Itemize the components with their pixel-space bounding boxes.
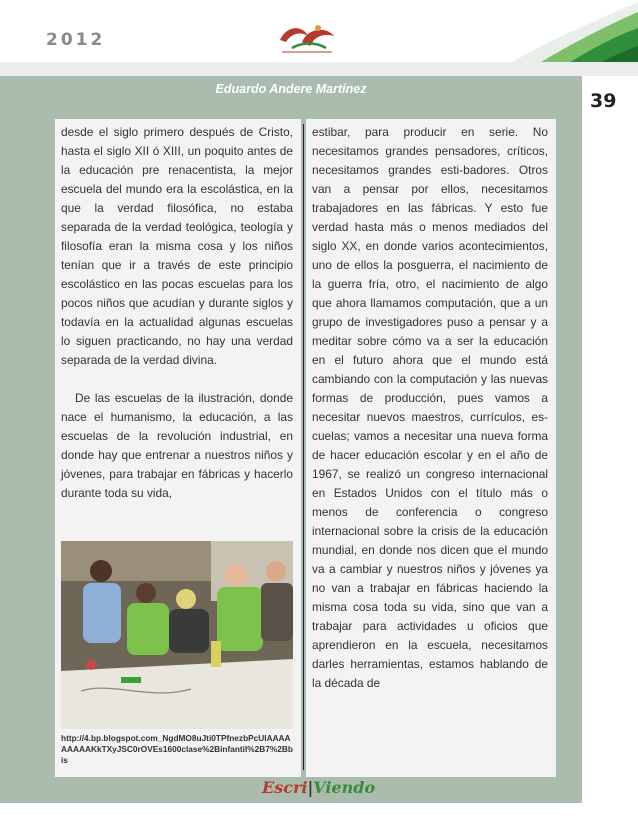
footer-logo-part: Escri bbox=[262, 778, 308, 797]
left-column-text bbox=[61, 123, 293, 503]
footer-logo bbox=[262, 778, 376, 802]
page-number: 39 bbox=[590, 90, 617, 112]
paragraph: desde el siglo primero después de Cristo, hasta el siglo XII ó XIII, un poquito antes de la educación pre renacentista, la mejor escuela del mundo era la escolástica, en la que la verdad filosófica, no estaba separada de la verdad teológica, teología y filosofía eran la misma cosa y los niños tenían que ir a través de este principio escolástico en las pocas escuelas para los pocos niños que acudían y durante siglos y todavía en la actualidad algunas escuelas lo siguen practicando, no hay una verdad separada de la verdad divina. bbox=[61, 125, 293, 367]
footer-band bbox=[0, 803, 638, 821]
photo-caption: http://4.bp.blogspot.com_NgdMO8uJti0TPfnezbPcUIAAAAAAAAAKkTXyJSC0rOVEs1600clase%2Binfantil%2B7%2Bbis bbox=[61, 733, 293, 765]
classroom-photo bbox=[61, 541, 293, 729]
author-name: Eduardo Andere Martínez bbox=[215, 82, 367, 96]
header-swoosh bbox=[438, 0, 638, 70]
paragraph: estibar, para producir en serie. No necesitamos grandes pensadores, críticos, necesitamos grandes esti-badores. Otros van a pensar por ellos, necesitamos trabajadores en las fábricas. Y esto fue verdad hasta más o menos mediados del siglo XX, en donde varios acontecimientos, uno de ellos la posguerra, el nacimiento de la guerra fría, otro, el nacimiento de algo que ahora llamamos computación, que a un grupo de investigadores puso a pensar y a meditar sobre cómo va a ser la educación en el futuro ahora que el mundo está cambiando con la computación y las nuevas formas de producción, pues vamos a necesitar nuevos maestros, currículos, es-cuelas; vamos a necesitar una nueva forma de hacer educación escolar y en el año de 1967, se realizó un congreso internacional en Estados Unidos con el título más o menos de conferencia o congreso internacional sobre la crisis de la educación mundial, en donde nos dicen que el mundo va a cambiar y nuestros niños y jóvenes ya no van a trabajar en fábricas haciendo la misma cosa toda su vida, sino que van a trabajar para actividades u oficios que aprendieron en la escuela, necesitamos darles herramientas, estamos hablando de la década de bbox=[312, 125, 548, 690]
column-divider bbox=[303, 124, 304, 770]
journal-logo-icon bbox=[272, 18, 342, 58]
paragraph: De las escuelas de la ilustración, donde nace el humanismo, la educación, a las escuelas de la revolución industrial, en donde hay que entrenar a nuestros niños y jóvenes, para trabajar en fábricas y hacerlo durante toda su vida, bbox=[61, 391, 293, 500]
footer-logo-divider: | bbox=[307, 778, 314, 797]
right-column-text bbox=[312, 123, 548, 693]
issue-year: 2012 bbox=[46, 30, 106, 50]
header-band bbox=[0, 62, 638, 76]
footer-logo-part: Viendo bbox=[313, 778, 376, 797]
